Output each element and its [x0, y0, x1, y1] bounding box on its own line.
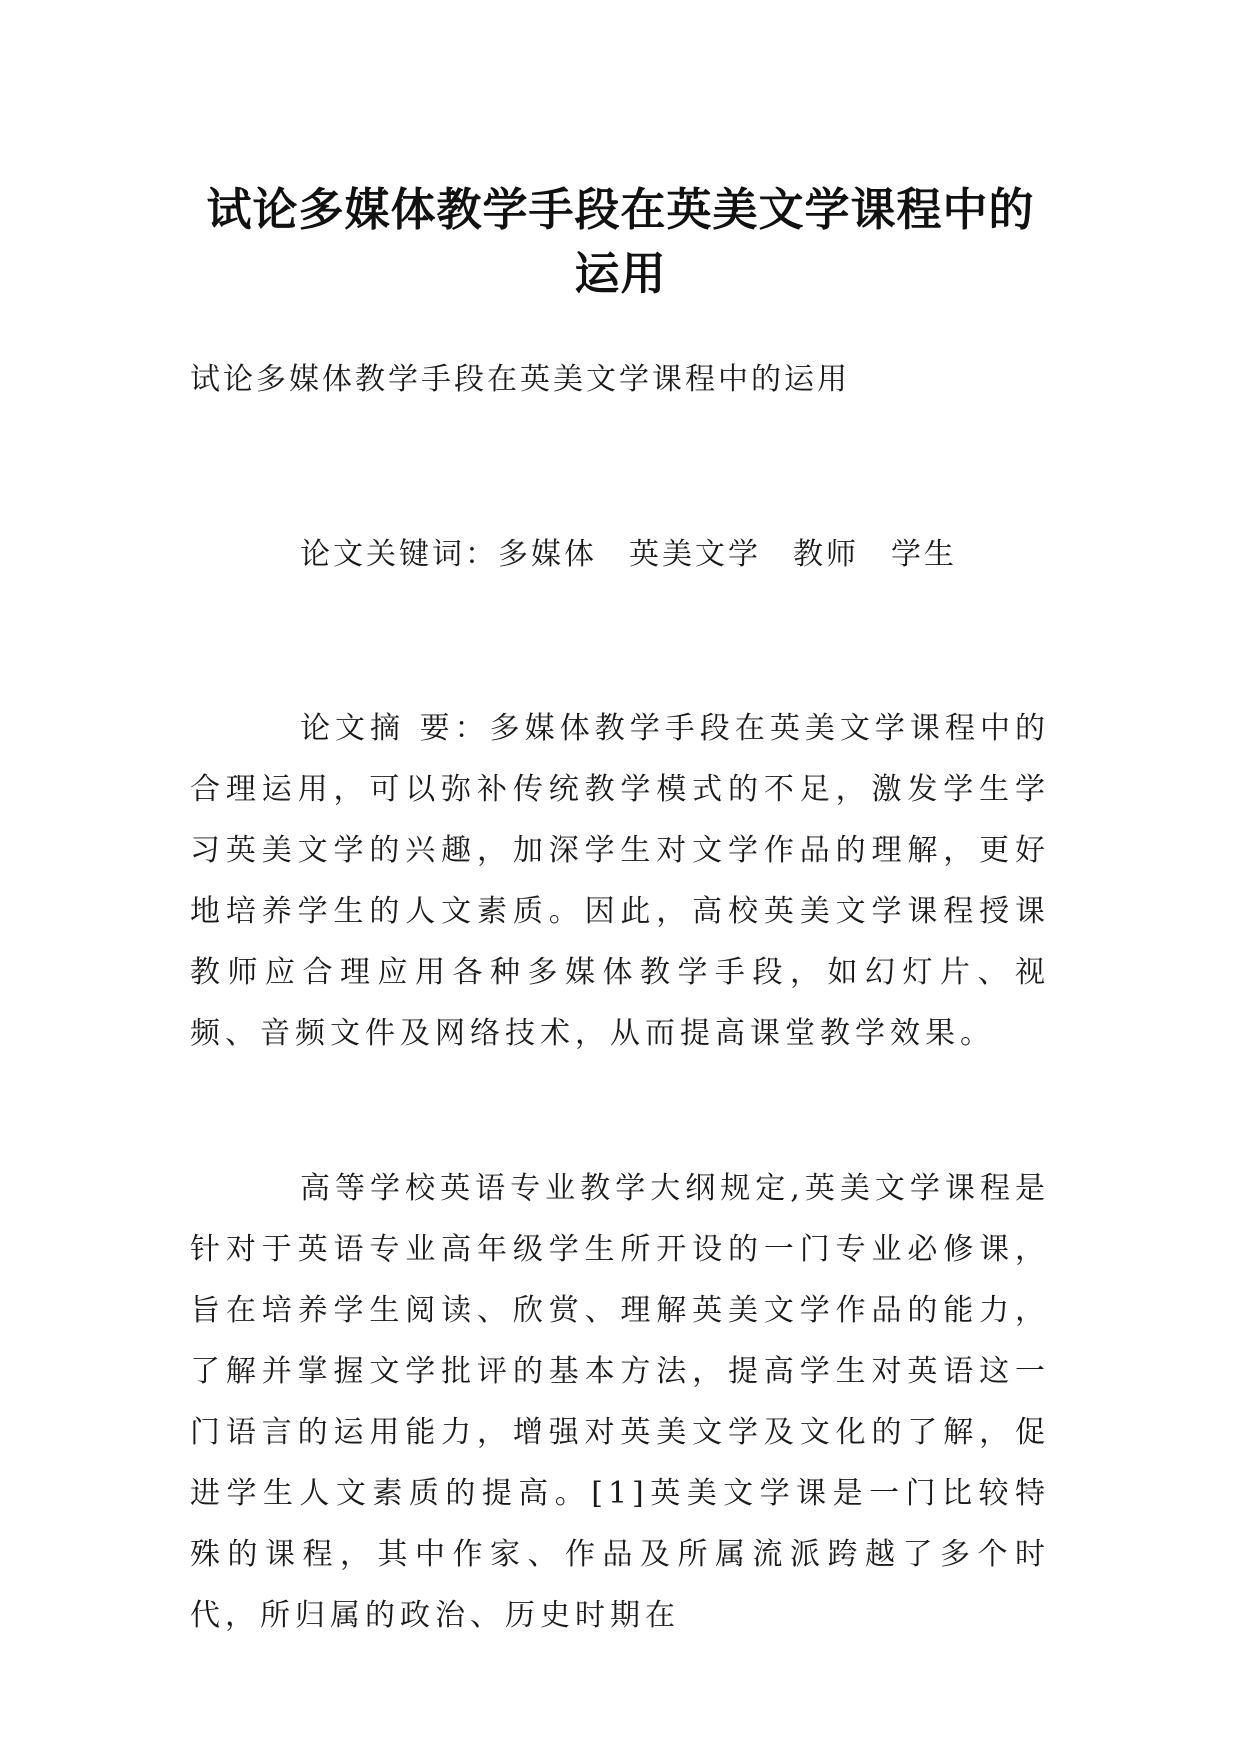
keyword: 英美文学: [629, 537, 761, 572]
title-line-1: 试论多媒体教学手段在英美文学课程中的: [206, 183, 1035, 237]
document-title: [170, 178, 1071, 306]
keyword: 教师: [793, 537, 859, 572]
document-subtitle: 试论多媒体教学手段在英美文学课程中的运用: [190, 362, 850, 397]
keyword: 多媒体: [498, 537, 597, 572]
keyword: 学生: [891, 537, 957, 572]
keywords-line: [300, 535, 957, 575]
keywords-label: 论文关键词：: [300, 537, 498, 572]
abstract-paragraph: 论文摘 要：多媒体教学手段在英美文学课程中的合理运用，可以弥补传统教学模式的不足，激发学生学习英美文学的兴趣，加深学生对文学作品的理解，更好地培养学生的人文素质。因此，高校英美文学课程授课教师应合理应用各种多媒体教学手段，如幻灯片、视频、音频文件及网络技术，从而提高课堂教学效果。: [190, 711, 1050, 1051]
title-line-2: 运用: [574, 247, 667, 301]
body-paragraph: 高等学校英语专业教学大纲规定,英美文学课程是针对于英语专业高年级学生所开设的一门专业必修课，旨在培养学生阅读、欣赏、理解英美文学作品的能力，了解并掌握文学批评的基本方法，提高学生对英语这一门语言的运用能力，增强对英美文学及文化的了解，促进学生人文素质的提高。[1]英美文学课是一门比较特殊的课程，其中作家、作品及所属流派跨越了多个时代，所归属的政治、历史时期在: [190, 1171, 1050, 1633]
